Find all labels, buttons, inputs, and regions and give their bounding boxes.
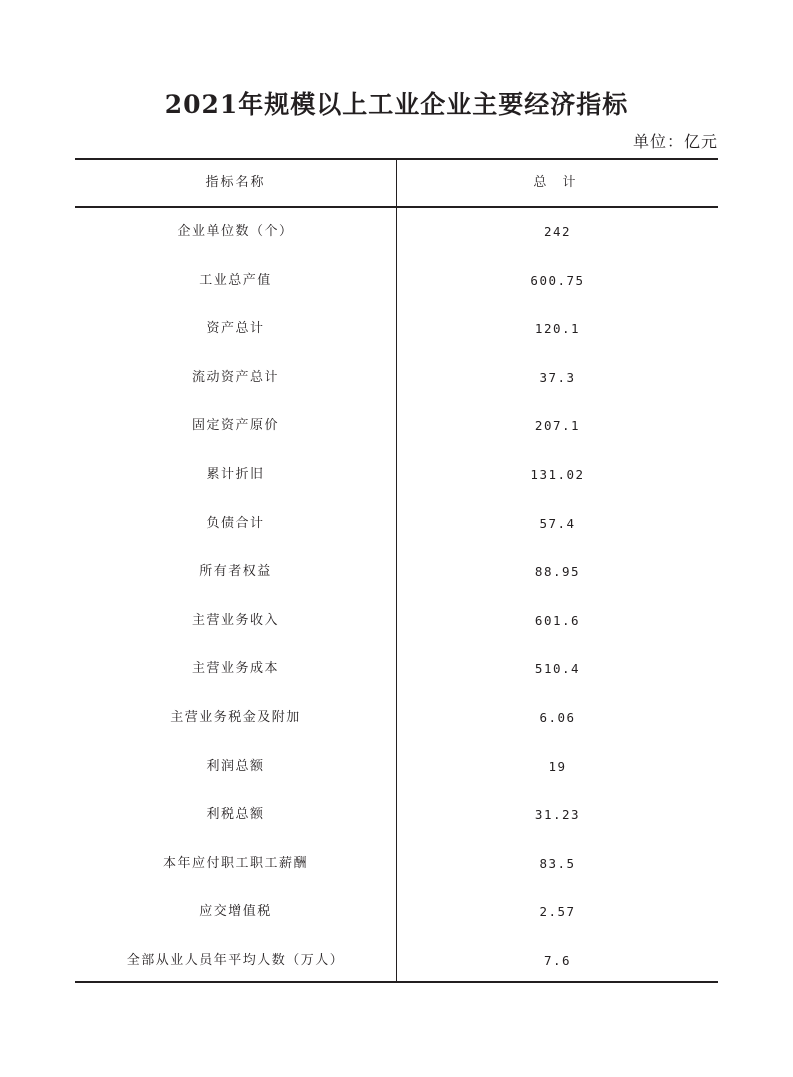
row-value: 207.1 bbox=[534, 418, 581, 434]
header-indicator-name: 指标名称 bbox=[205, 175, 266, 190]
row-value: 88.95 bbox=[534, 564, 581, 580]
table-row bbox=[75, 937, 718, 986]
row-name: 累计折旧 bbox=[206, 466, 265, 482]
table-row bbox=[75, 888, 718, 937]
row-name: 工业总产值 bbox=[199, 272, 272, 288]
table-row bbox=[75, 208, 718, 257]
row-name: 主营业务税金及附加 bbox=[170, 709, 301, 725]
row-value: 37.3 bbox=[539, 369, 576, 385]
table-body bbox=[75, 208, 718, 986]
table-row bbox=[75, 791, 718, 840]
row-name: 本年应付职工职工薪酬 bbox=[162, 855, 308, 871]
row-value: 6.06 bbox=[539, 709, 576, 725]
row-name: 负债合计 bbox=[206, 515, 265, 531]
row-name: 所有者权益 bbox=[199, 564, 272, 580]
table-row bbox=[75, 402, 718, 451]
row-name: 主营业务成本 bbox=[191, 661, 279, 677]
table-row bbox=[75, 743, 718, 792]
row-value: 601.6 bbox=[534, 612, 581, 628]
table-bottom-rule bbox=[75, 981, 718, 983]
table-row bbox=[75, 500, 718, 549]
row-name: 资产总计 bbox=[206, 321, 265, 337]
row-name: 固定资产原价 bbox=[191, 418, 279, 434]
table-row bbox=[75, 645, 718, 694]
row-value: 57.4 bbox=[539, 515, 576, 531]
row-name: 主营业务收入 bbox=[191, 612, 279, 628]
row-name: 利税总额 bbox=[206, 807, 265, 823]
table-row bbox=[75, 694, 718, 743]
row-value: 83.5 bbox=[539, 855, 576, 871]
table-row bbox=[75, 548, 718, 597]
row-value: 510.4 bbox=[534, 661, 581, 677]
table-row bbox=[75, 354, 718, 403]
row-name: 利润总额 bbox=[206, 758, 265, 774]
indicator-table bbox=[75, 158, 718, 983]
row-name: 应交增值税 bbox=[199, 904, 272, 920]
row-value: 31.23 bbox=[534, 807, 581, 823]
header-total: 总 计 bbox=[533, 175, 582, 190]
row-value: 131.02 bbox=[530, 466, 585, 482]
row-value: 120.1 bbox=[534, 321, 581, 337]
row-name: 企业单位数（个） bbox=[177, 224, 294, 239]
row-name: 全部从业人员年平均人数（万人） bbox=[126, 952, 345, 968]
page-title: 2021年规模以上工业企业主要经济指标 bbox=[164, 90, 629, 119]
row-value: 242 bbox=[543, 224, 572, 239]
row-value: 600.75 bbox=[530, 272, 585, 288]
row-value: 7.6 bbox=[543, 952, 572, 968]
row-value: 19 bbox=[548, 758, 567, 774]
table-row bbox=[75, 257, 718, 306]
table-row bbox=[75, 840, 718, 889]
row-name: 流动资产总计 bbox=[191, 369, 279, 385]
unit-label: 单位：亿元 bbox=[632, 132, 718, 151]
row-value: 2.57 bbox=[539, 904, 576, 920]
table-row bbox=[75, 305, 718, 354]
table-row bbox=[75, 451, 718, 500]
table-row bbox=[75, 597, 718, 646]
